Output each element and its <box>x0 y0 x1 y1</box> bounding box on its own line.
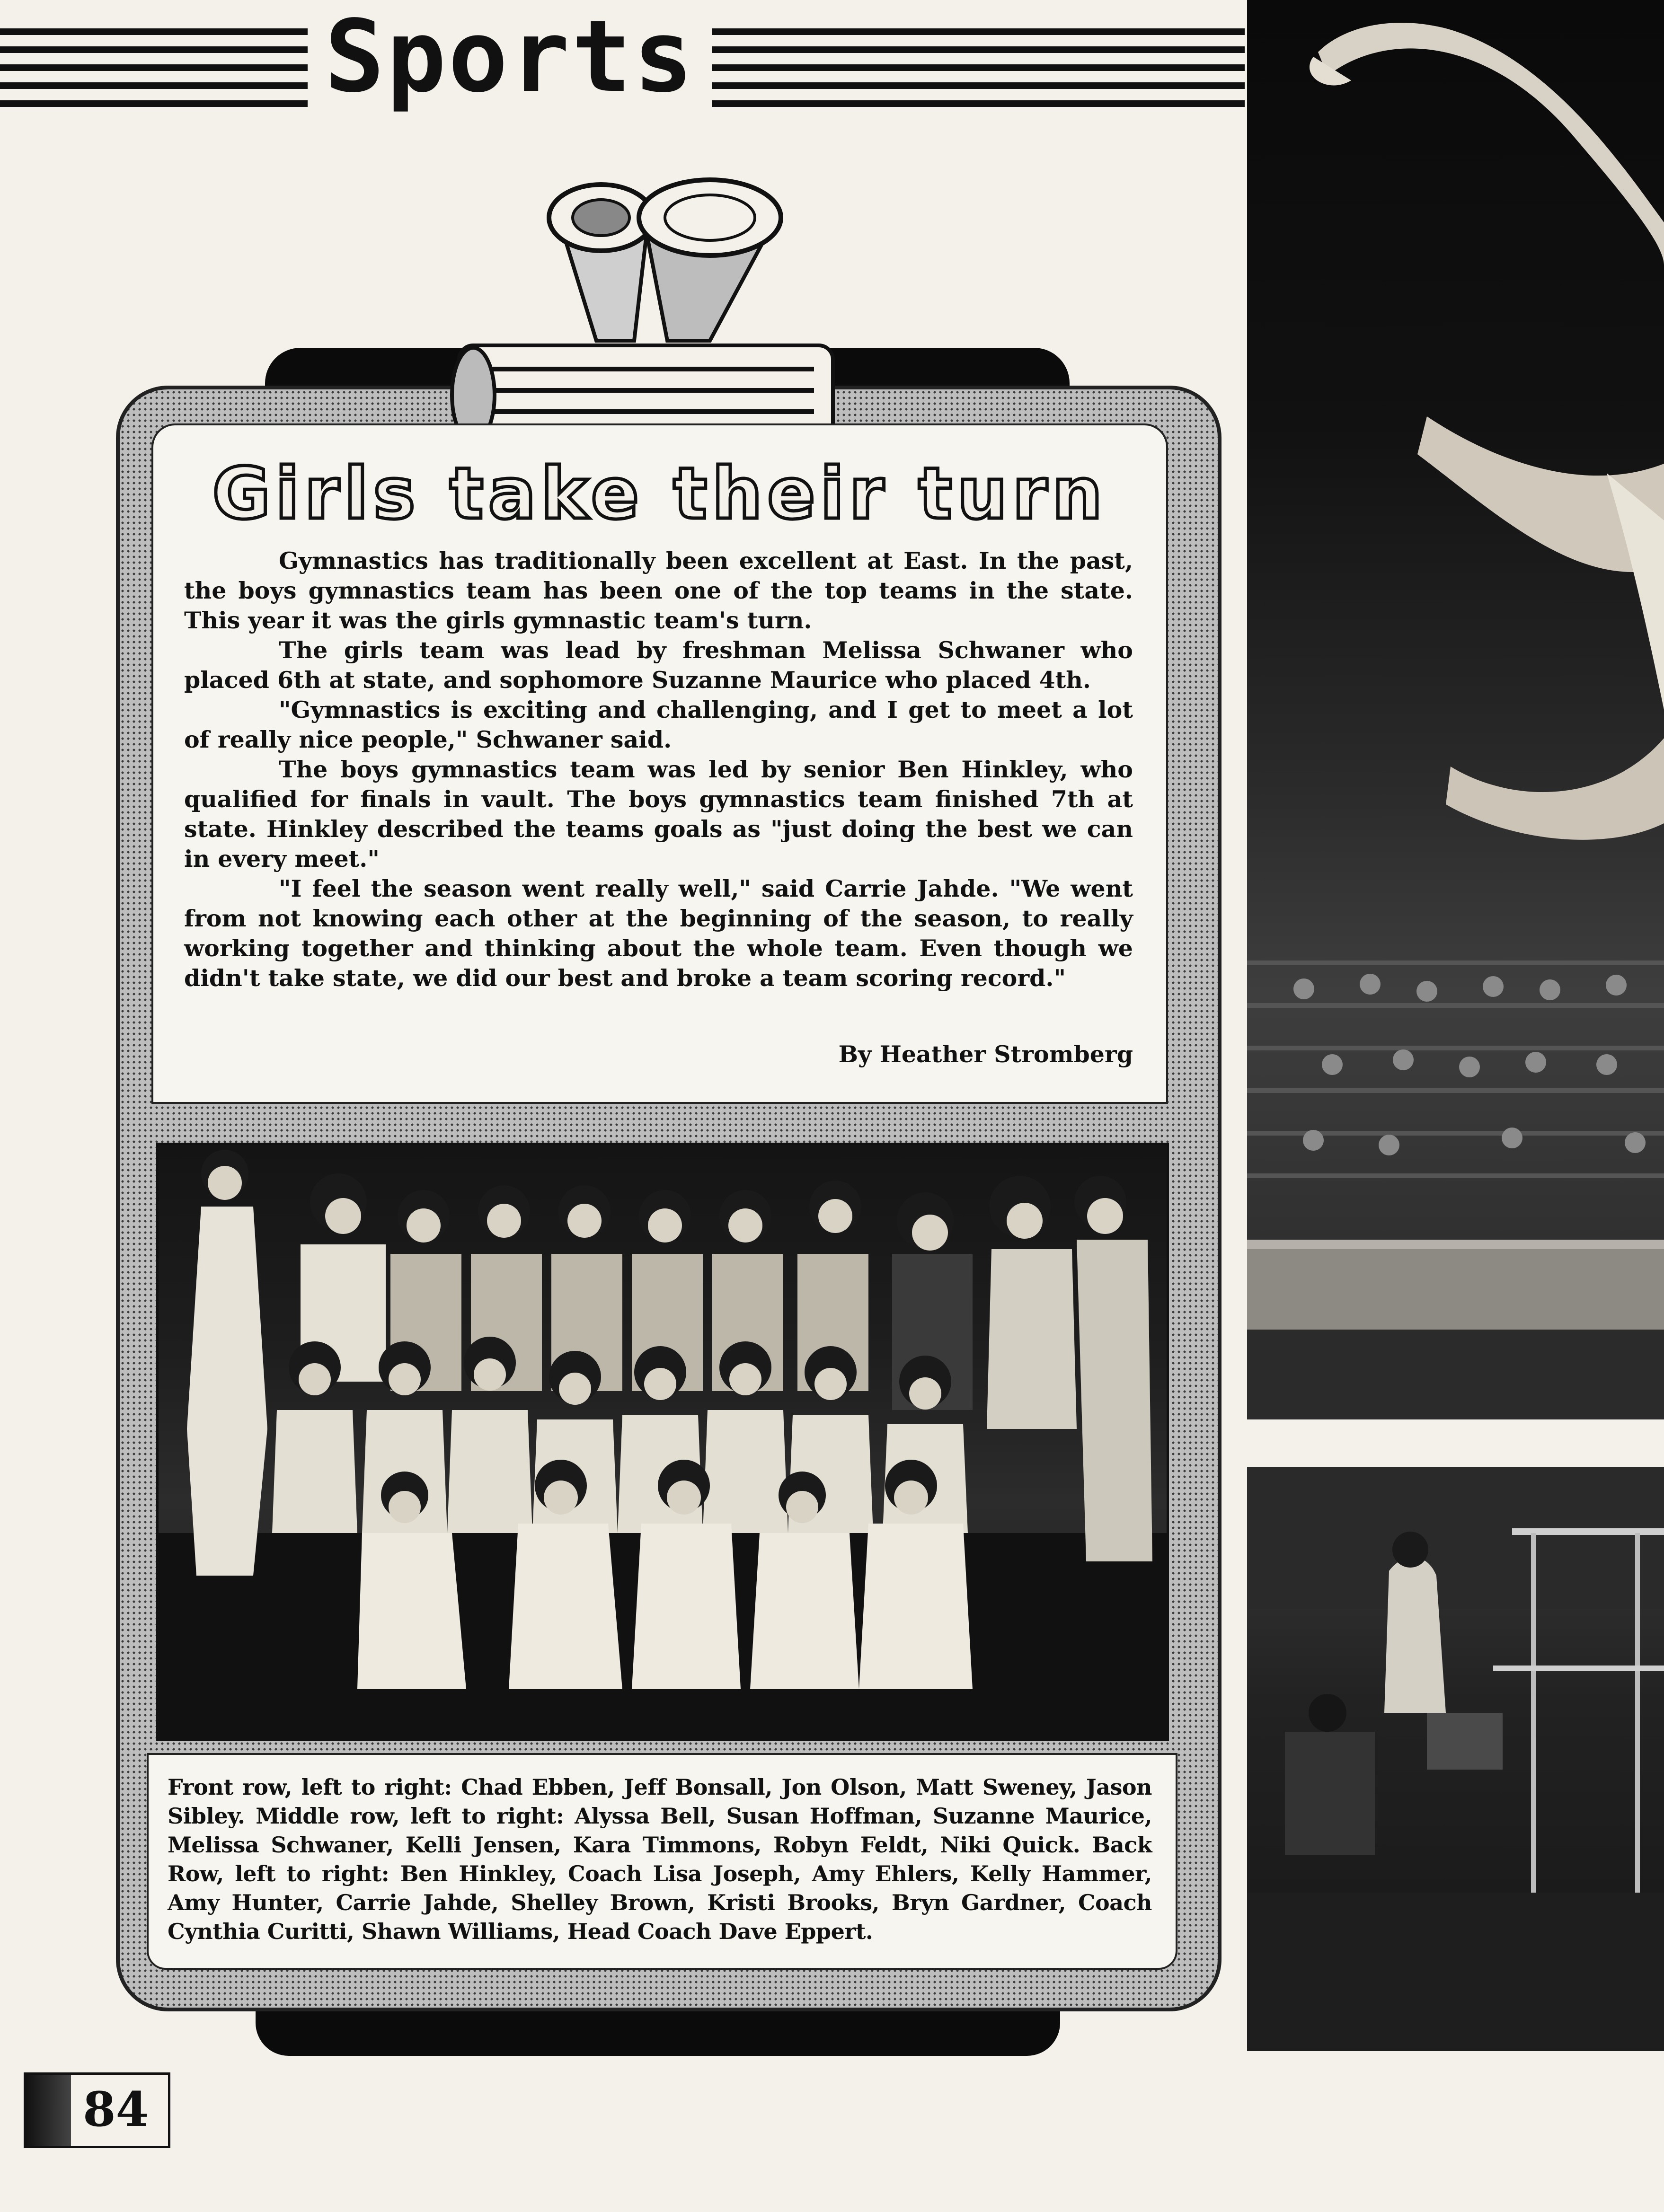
article-panel <box>151 423 1168 1104</box>
article-title: Girls take their turn <box>212 453 1107 535</box>
article-body <box>184 546 1133 993</box>
article-paragraph: "Gymnastics is exciting and challenging, and I get to meet a lot of really nice people," Schwaner said. <box>184 696 1133 753</box>
pipe-graphic <box>445 166 852 459</box>
caption-panel <box>147 1753 1177 1970</box>
article-paragraph: The girls team was lead by freshman Melissa Schwaner who placed 6th at state, and sophomore Suzanne Maurice who placed 4th. <box>184 636 1133 694</box>
page-number-box <box>24 2072 170 2148</box>
uneven-bars-photo <box>1247 1467 1664 2051</box>
page-number-tab <box>26 2075 71 2146</box>
photo-caption: Front row, left to right: Chad Ebben, Jeff Bonsall, Jon Olson, Matt Sweney, Jason Sibley. Middle row, left to right: Alyssa Bell, Susan Hoffman, Suzanne Maurice, Melissa Schwaner, Kelli Jensen, Kara Timmons, Robyn Feldt, Niki Quick. Back Row, left to right: Ben Hinkley, Coach Lisa Joseph, Amy Ehlers, Kelly Hammer, Amy Hunter, Carrie Jahde, Shelley Brown, Kristi Brooks, Bryn Gardner, Coach Cynthia Curitti, Shawn Williams, Head Coach Dave Eppert. <box>168 1774 1152 1944</box>
article-paragraph: The boys gymnastics team was led by senior Ben Hinkley, who qualified for finals in vault. The boys gymnastics team finished 7th at state. Hinkley described the teams goals as "just doing the best we can in every meet." <box>184 756 1133 872</box>
article-paragraph: Gymnastics has traditionally been excellent at East. In the past, the boys gymnastics team has been one of the top teams in the state. This year it was the girls gymnastic team's turn. <box>184 547 1133 634</box>
balance-beam-photo <box>1247 0 1664 1419</box>
section-title: Sports <box>308 5 712 109</box>
page-number: 84 <box>83 2081 149 2137</box>
article-paragraph: "I feel the season went really well," said Carrie Jahde. "We went from not knowing each other at the beginning of the season, to really working together and thinking about the whole team. Even though we didn't take state, we did our best and broke a team scoring record." <box>184 875 1133 992</box>
article-byline: By Heather Stromberg <box>838 1040 1133 1068</box>
team-photo <box>156 1143 1169 1741</box>
gymnast-photo-strip <box>1247 0 1664 2051</box>
